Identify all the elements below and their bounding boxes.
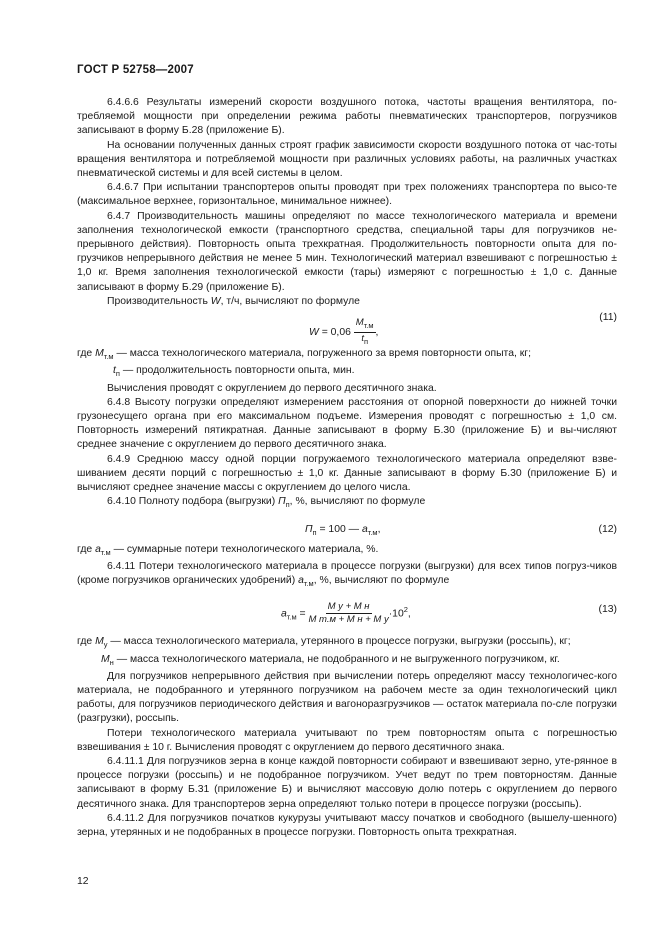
paragraph-6-4-6-6: 6.4.6.6 Результаты измерений скорости воздушного потока, частоты вращения вентилятора, по-требляемой мощности при определении режима работы пневматических транспортеров, погрузчиков записывают в форму Б.28 (приложение Б).: [77, 97, 617, 137]
paragraph-productivity: Производительность W, т/ч, вычисляют по формуле: [107, 295, 360, 307]
fraction-11: $\frac{M_{т.м}}{t_п}$: [355, 317, 374, 346]
paragraph-losses: Потери технологического материала учитывают по трем повторностям опыта с погрешностью взвешивания ± 10 г. Вычисления проводят с округлением до первого десятичного знака.: [77, 727, 617, 753]
definition-mtm: где $M_{т.м}$ — масса технологического материала, погруженного за время повторности опыта, кг;: [77, 348, 531, 362]
formula-number-13: (13): [598, 604, 617, 616]
fraction-13: $\frac{\text{M у + M н}}{\text{M т.м + M н + M у}}$: [308, 601, 389, 626]
paragraph-continuous-loaders: Для погрузчиков непрерывного действия при вычислении потерь определяют массу технологичес-кого материала, не подобранного и утерянного погрузчиком на рабочем месте за один технологический цикл работы, для погрузчиков периодического действия и вагоноразгрузчиков — остаток материала по-сле погрузки (разгрузки), россыпь.: [77, 670, 617, 725]
formula-11: W = 0,06 $\frac{M_{т.м}}{t_п}$ , (11): [309, 312, 617, 346]
paragraph-6-4-11-1: 6.4.11.1 Для погрузчиков зерна в конце каждой повторности собирают и взвешивают зерно, уте-рянное в процессе погрузки (россыпь) и не подобранное погрузчиком. Учет ведут по трем повторностям. Данные записывают в форму Б.31 (приложение Б) и вычисляют массовую долю потерь с округлением до первого десятичного знака. Для транспортеров зерна определяют только потери в процессе погрузки (россыпь).: [77, 756, 617, 810]
definition-atm: где $a_{т.м}$ — суммарные потери технологического материала, %.: [77, 543, 379, 557]
paragraph-rounding: Вычисления проводят с округлением до первого десятичного знака.: [107, 382, 437, 394]
paragraph-6-4-6-7: 6.4.6.7 При испытании транспортеров опыты проводят при трех положениях транспортера по высо-те (максимальное верхнее, горизонтальное, минимальное нижнее).: [77, 182, 617, 208]
paragraph-6-4-8: 6.4.8 Высоту погрузки определяют измерением расстояния от опорной поверхности до нижней точки грузонесущего органа при его максимальном подъеме. Измерения проводят с погрешностью ± 1,0 см. Повторность измерений пятикратная. Данные записывают в форму Б.30 (приложение Б) и вы-числяют среднее значение с округлением до первого десятичного знака.: [77, 396, 617, 451]
formula-number-12: (12): [598, 523, 617, 535]
paragraph-6-4-10: 6.4.10 Полноту подбора (выгрузки) $П_п$, %, вычисляют по формуле: [107, 496, 426, 510]
formula-13: $a_{т.м}$ = $\frac{\text{M у + M н}}{\text{M т.м + M н + M у}}$ $\cdot 10^2$, (13): [281, 601, 617, 626]
document-body: [77, 96, 617, 840]
paragraph-6-4-11: 6.4.11 Потери технологического материала в процессе погрузки (выгрузки) для всех типов погруз-чиков (кроме погрузчиков органических удобрений) $a_{т.м}$, %, вычисляют по формуле: [77, 560, 617, 589]
definition-mn: $M_н$ — масса технологического материала, не подобранного и не выгруженного погрузчиком, кг.: [101, 653, 560, 667]
document-header: ГОСТ Р 52758—2007: [77, 64, 194, 76]
paragraph-6-4-9: 6.4.9 Среднюю массу одной порции погружаемого технологического материала определяют взве-шиванием десяти порций с погрешностью ± 1,0 кг. Данные записывают в форму Б.30 (приложение Б) и вычисляют среднее значение массы с округлением до целого числа.: [77, 453, 617, 494]
definition-tp: $t_п$ — продолжительность повторности опыта, мин.: [113, 365, 355, 379]
paragraph-6-4-7: 6.4.7 Производительность машины определяют по массе технологического материала и времени заполнения технологической емкости (транспортного средства, специальной тары для погрузчиков не-прерывного действия). Повторность опыта трехкратная. Продолжительность повторности опыта для по-грузчиков непрерывного действия не менее 5 мин. Технологический материал взвешивают с погрешностью ± 1,0 кг. Время заполнения технологической емкости (тары) измеряют с погрешностью ± 1,0 с. Данные записывают в форму Б.29 (приложение Б).: [77, 210, 617, 293]
definition-my: где $M_у$ — масса технологического материала, утерянного в процессе погрузки, выгрузки (россыпь), кг;: [77, 636, 571, 650]
formula-12: $П_п = 100$ — $a_{т.м}$, (12): [305, 523, 617, 537]
page-number: 12: [77, 876, 89, 887]
formula-number-11: (11): [599, 312, 617, 324]
paragraph-6-4-11-2: 6.4.11.2 Для погрузчиков початков кукурузы учитывают массу початков и свободного (вышелу-шенного) зерна, утерянных и не подобранных в процессе погрузки. Повторность опыта трехкратная.: [77, 812, 617, 839]
paragraph-graph: На основании полученных данных строят график зависимости скорости воздушного потока от час-тоты вращения вентилятора и потребляемой мощности при различных условиях работы, на различных участках пневматической системы и для всей системы в целом.: [77, 139, 617, 180]
